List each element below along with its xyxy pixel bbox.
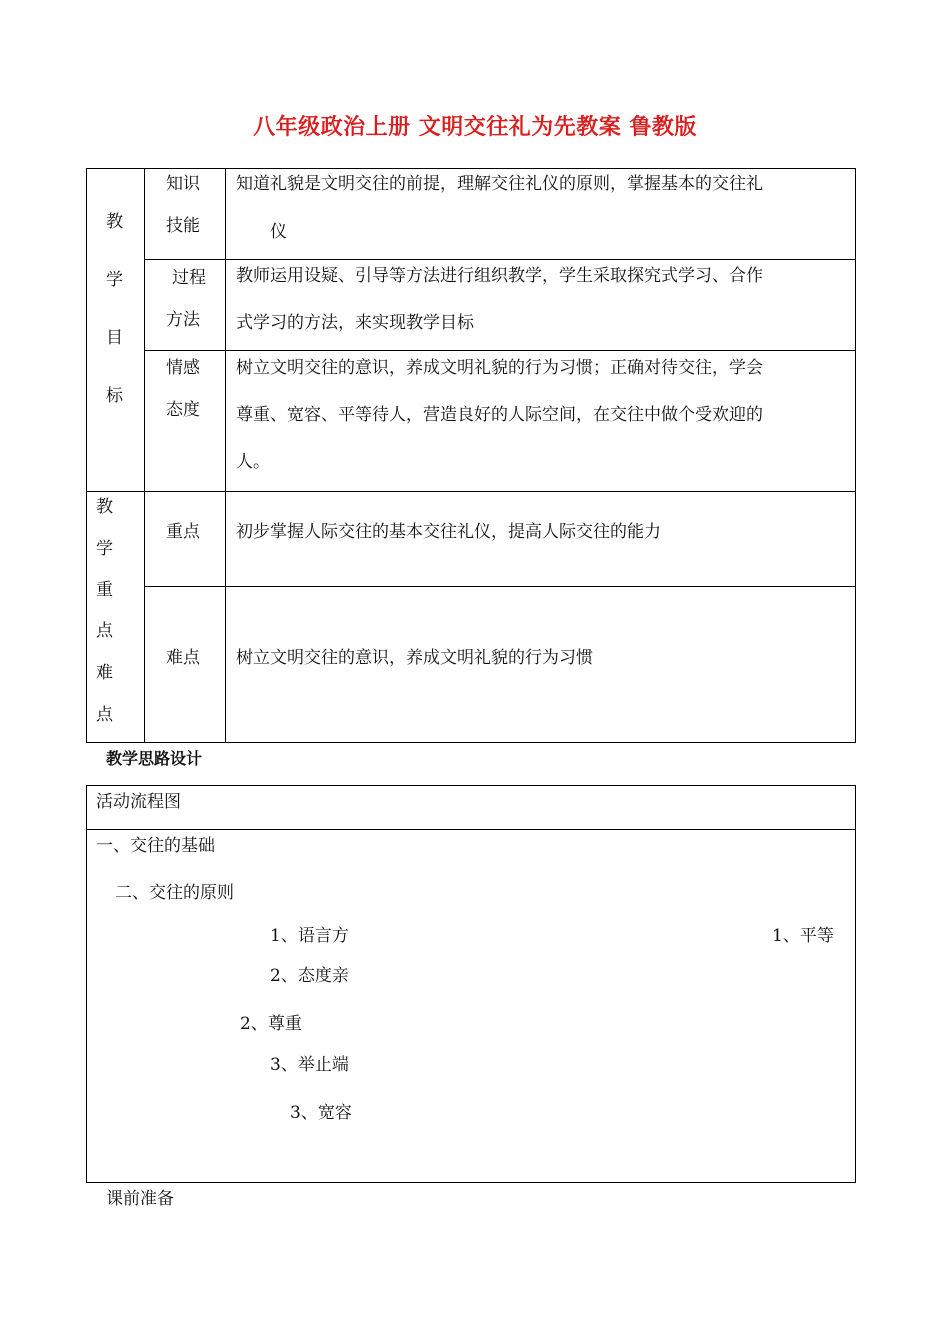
flow-item: 2、尊重	[240, 1014, 302, 1034]
keypoints-header-char: 点	[96, 705, 113, 725]
keypoints-header-char: 重	[96, 580, 113, 600]
objectives-header-char: 目	[106, 328, 123, 348]
row-label: 态度	[166, 400, 200, 420]
flow-item: 1、语言方	[270, 926, 349, 946]
flow-item: 2、态度亲	[270, 966, 349, 986]
flow-item: 一、交往的基础	[96, 836, 215, 856]
keypoints-header-char: 学	[96, 539, 113, 559]
section-heading: 课前准备	[106, 1189, 174, 1209]
flow-header: 活动流程图	[96, 792, 181, 812]
row-label: 技能	[166, 216, 200, 236]
flow-item: 3、宽容	[290, 1103, 352, 1123]
row-content: 教师运用设疑、引导等方法进行组织教学，学生采取探究式学习、合作	[236, 266, 763, 286]
row-label: 过程	[172, 268, 206, 288]
row-content: 尊重、宽容、平等待人，营造良好的人际空间，在交往中做个受欢迎的	[236, 405, 763, 425]
row-content: 人。	[236, 452, 270, 472]
row-label: 重点	[166, 522, 200, 542]
section-heading: 教学思路设计	[106, 749, 203, 768]
row-label: 知识	[166, 174, 200, 194]
objectives-header-char: 学	[106, 270, 123, 290]
flow-item: 3、举止端	[270, 1055, 349, 1075]
row-label: 难点	[166, 648, 200, 668]
row-content: 树立文明交往的意识，养成文明礼貌的行为习惯	[236, 648, 593, 668]
row-content: 知道礼貌是文明交往的前提，理解交往礼仪的原则，掌握基本的交往礼	[236, 174, 763, 194]
row-content: 仪	[270, 222, 287, 242]
keypoints-header-char: 难	[96, 663, 113, 683]
objectives-header-char: 教	[106, 212, 123, 232]
row-content: 初步掌握人际交往的基本交往礼仪，提高人际交往的能力	[236, 522, 661, 542]
row-label: 方法	[166, 310, 200, 330]
keypoints-header-char: 教	[96, 497, 113, 517]
row-content: 树立文明交往的意识，养成文明礼貌的行为习惯；正确对待交往，学会	[236, 358, 763, 378]
keypoints-header-char: 点	[96, 621, 113, 641]
flow-item: 1、平等	[772, 926, 834, 946]
objectives-header-char: 标	[106, 386, 123, 406]
row-content: 式学习的方法，来实现教学目标	[236, 313, 474, 333]
page-title: 八年级政治上册 文明交往礼为先教案 鲁教版	[253, 115, 697, 140]
row-label: 情感	[166, 358, 200, 378]
flow-item: 二、交往的原则	[115, 883, 234, 903]
